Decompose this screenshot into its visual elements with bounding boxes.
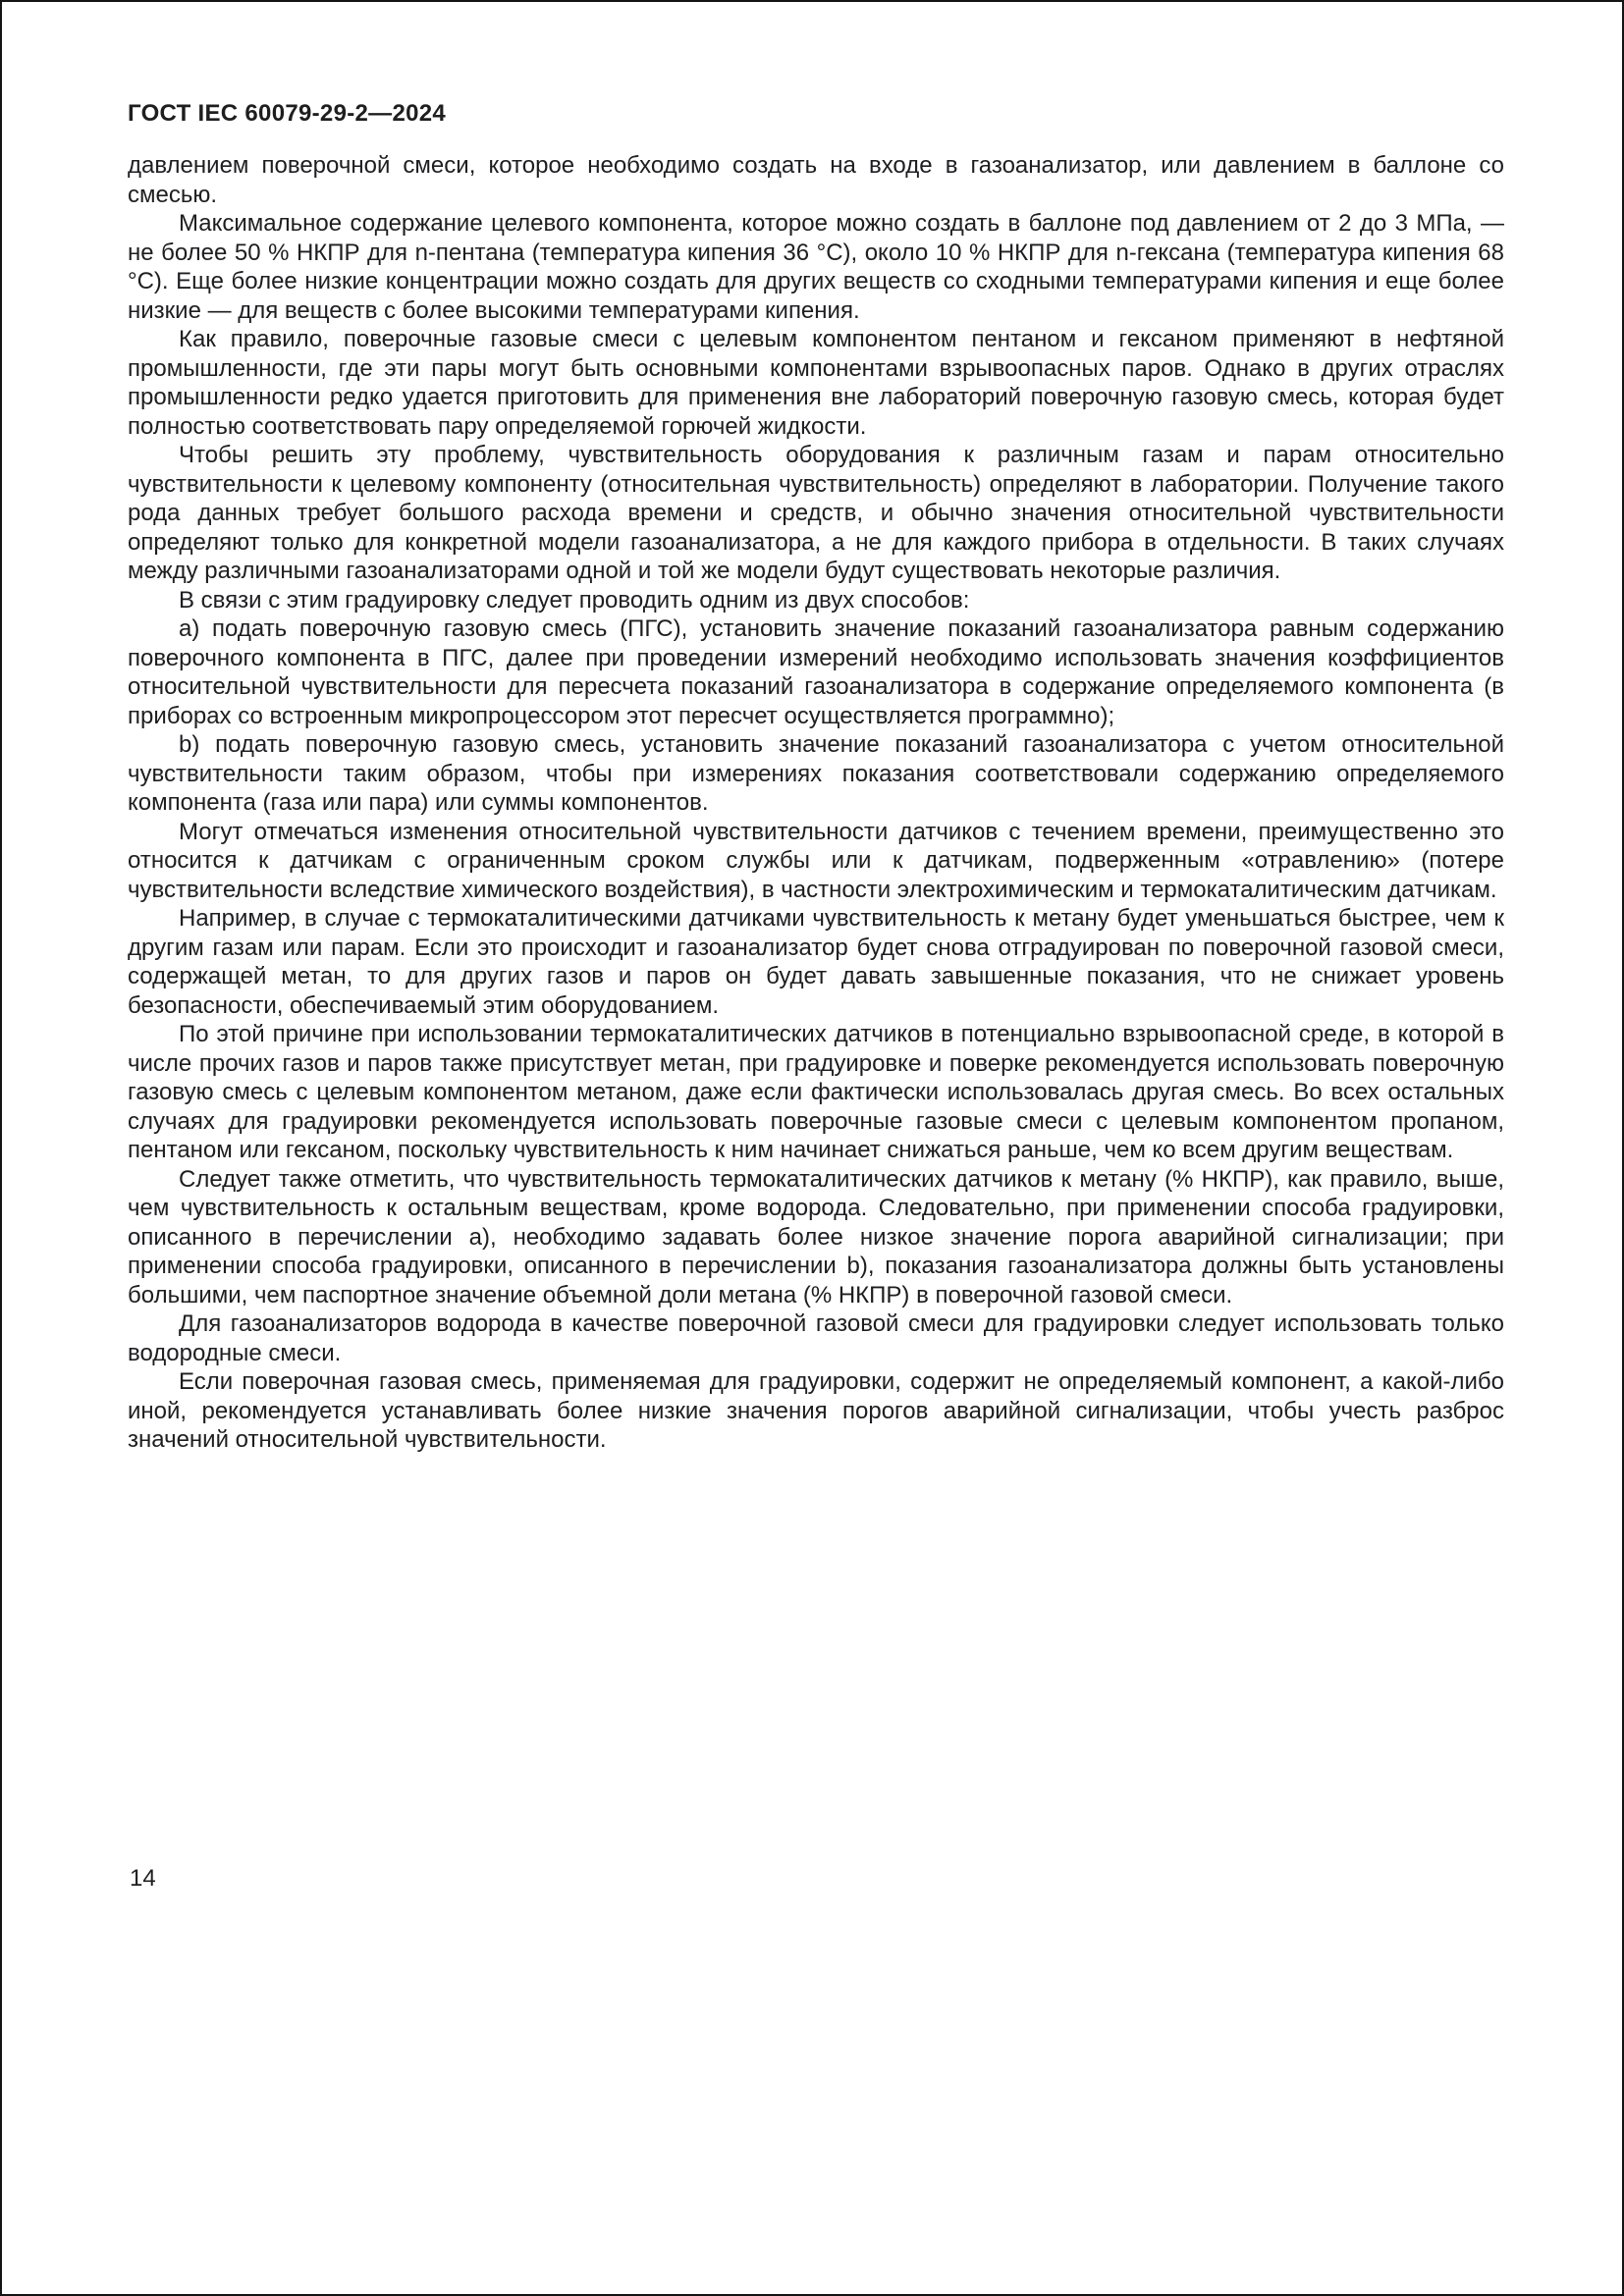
paragraph: В связи с этим градуировку следует проводить одним из двух способов: [179,586,970,614]
paragraph: Если поверочная газовая смесь, применяемая для градуировки, содержит не определяемый компонент, а какой-либо иной, рекомендуется устанавливать более низкие значения порогов аварийной сигнализации, чтобы учесть разброс значений относительной чувствительности. [128,1368,1504,1453]
paragraph: Следует также отметить, что чувствительность термокаталитических датчиков к метану (% НКПР), как правило, выше, чем чувствительность к остальным веществам, кроме водорода. Следовательно, при применении способа градуировки, описанного в перечислении a), необходимо задавать более низкое значение порога аварийной сигнализации; при применении способа градуировки, описанного в перечислении b), показания газоанализатора должны быть установлены большими, чем паспортное значение объемной доли метана (% НКПР) в поверочной газовой смеси. [128,1165,1504,1308]
document-number: ГОСТ IEC 60079-29-2—2024 [128,100,447,127]
paragraph: Максимальное содержание целевого компонента, которое можно создать в баллоне под давлением от 2 до 3 МПа, — не более 50 % НКПР для n-пентана (температура кипения 36 °С), около 10 % НКПР для n-гексана (температура кипения 68 °С). Еще более низкие концентрации можно создать для других веществ со сходными температурами кипения и еще более низкие — для веществ с более высокими температурами кипения. [128,210,1504,324]
paragraph: Для газоанализаторов водорода в качестве поверочной газовой смеси для градуировки следует использовать только водородные смеси. [128,1310,1504,1366]
running-header [128,100,446,128]
document-body [128,151,1504,1455]
page-number: 14 [130,1865,156,1892]
paragraph: По этой причине при использовании термокаталитических датчиков в потенциально взрывоопасной среде, в которой в числе прочих газов и паров также присутствует метан, при градуировке и поверке рекомендуется использовать поверочную газовую смесь с целевым компонентом метаном, даже если фактически использовалась другая смесь. Во всех остальных случаях для градуировки рекомендуется использовать поверочные газовые смеси с целевым компонентом пропаном, пентаном или гексаном, поскольку чувствительность к ним начинает снижаться раньше, чем ко всем другим веществам. [128,1021,1504,1163]
paragraph: Могут отмечаться изменения относительной чувствительности датчиков с течением времени, преимущественно это относится к датчикам с ограниченным сроком службы или к датчикам, подверженным «отравлению» (потере чувствительности вследствие химического воздействия), в частности электрохимическим и термокаталитическим датчикам. [128,818,1504,903]
paragraph: a) подать поверочную газовую смесь (ПГС), установить значение показаний газоанализатора равным содержанию поверочного компонента в ПГС, далее при проведении измерений необходимо использовать значения коэффициентов относительной чувствительности для пересчета показаний газоанализатора в содержание определяемого компонента (в приборах со встроенным микропроцессором этот пересчет осуществляется программно); [128,615,1504,729]
paragraph: Например, в случае с термокаталитическими датчиками чувствительность к метану будет уменьшаться быстрее, чем к другим газам или парам. Если это происходит и газоанализатор будет снова отградуирован по поверочной газовой смеси, содержащей метан, то для других газов и паров он будет давать завышенные показания, что не снижает уровень безопасности, обеспечиваемый этим оборудованием. [128,905,1504,1019]
paragraph: b) подать поверочную газовую смесь, установить значение показаний газоанализатора с учетом относительной чувствительности таким образом, чтобы при измерениях показания соответствовали содержанию определяемого компонента (газа или пара) или суммы компонентов. [128,731,1504,816]
paragraph: давлением поверочной смеси, которое необходимо создать на входе в газоанализатор, или давлением в баллоне со смесью. [128,152,1504,208]
paragraph: Как правило, поверочные газовые смеси с целевым компонентом пентаном и гексаном применяют в нефтяной промышленности, где эти пары могут быть основными компонентами взрывоопасных паров. Однако в других отраслях промышленности редко удается приготовить для применения вне лабораторий поверочную газовую смесь, которая будет полностью соответствовать пару определяемой горючей жидкости. [128,326,1504,440]
paragraph: Чтобы решить эту проблему, чувствительность оборудования к различным газам и парам относительно чувствительности к целевому компоненту (относительная чувствительность) определяют в лаборатории. Получение такого рода данных требует большого расхода времени и средств, и обычно значения относительной чувствительности определяют только для конкретной модели газоанализатора, а не для каждого прибора в отдельности. В таких случаях между различными газоанализаторами одной и той же модели будут существовать некоторые различия. [128,442,1504,584]
